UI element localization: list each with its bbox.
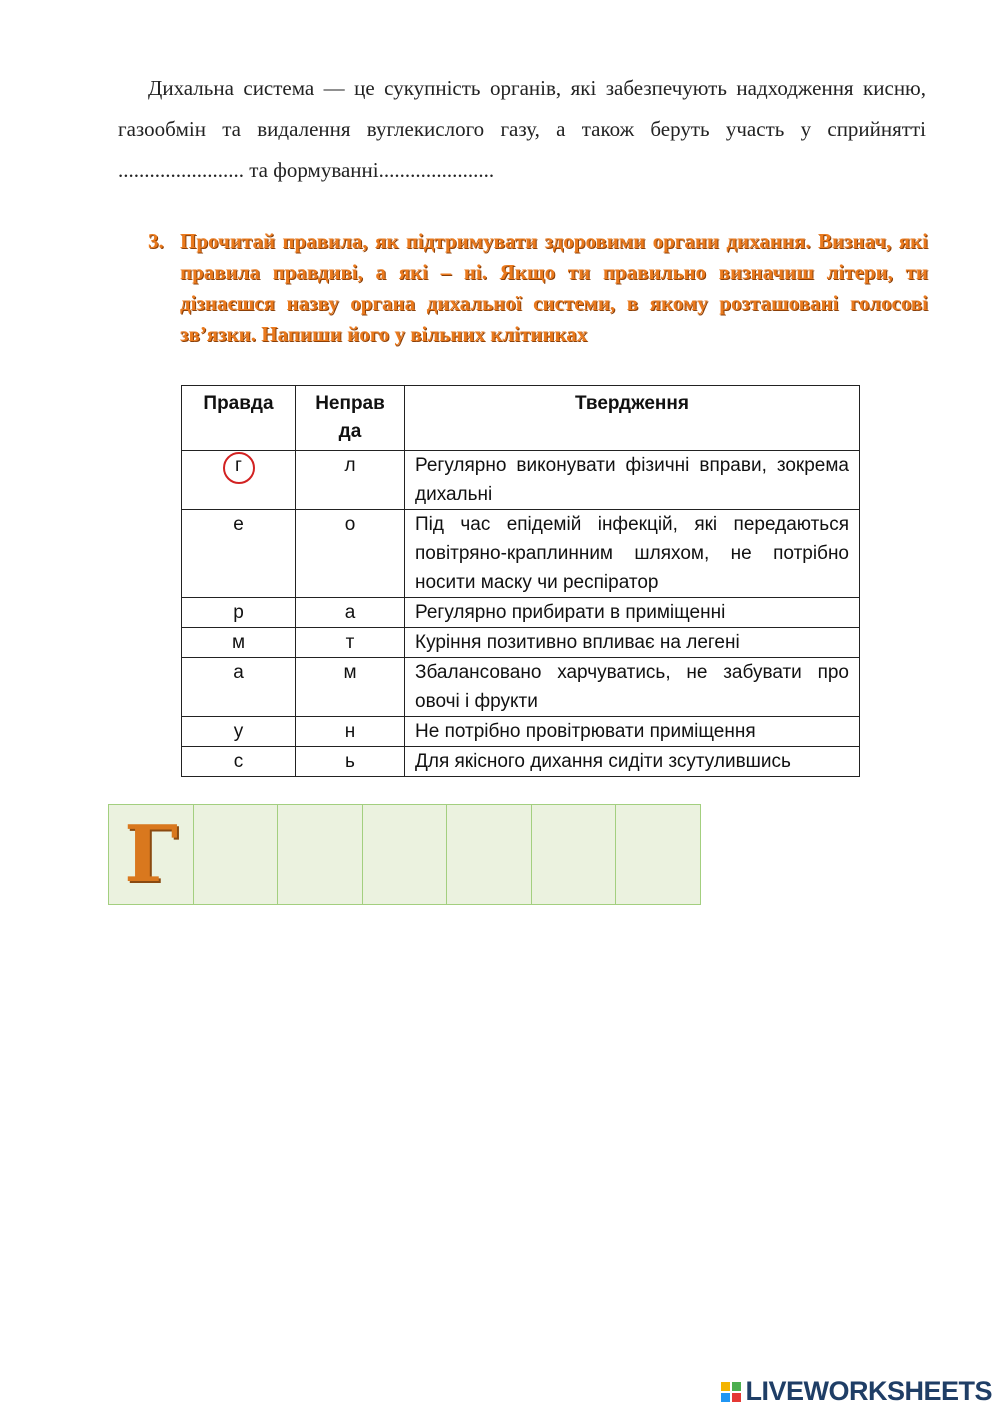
statement-cell: Не потрібно провітрювати приміщення: [405, 717, 860, 747]
header-statement: Твердження: [405, 386, 860, 451]
answer-cell-5[interactable]: [446, 804, 532, 905]
logo-mark-icon: [721, 1382, 741, 1402]
logo-square: [732, 1393, 741, 1402]
header-true: Правда: [182, 386, 296, 451]
header-false: [296, 386, 405, 451]
answer-cell-2[interactable]: [193, 804, 279, 905]
false-letter-cell[interactable]: т: [296, 628, 405, 658]
table-header-row: [182, 386, 860, 451]
true-letter-cell[interactable]: [182, 451, 296, 510]
intro-paragraph: Дихальна система — це сукупність органів, які забезпечують надходження кисню, газообмін та видалення вуглекислого газу, а також беруть участь у сприйнятті ........................ та формуванні......................: [118, 76, 926, 182]
true-letter-cell[interactable]: е: [182, 510, 296, 598]
statement-cell: Регулярно прибирати в приміщенні: [405, 598, 860, 628]
task-text: Прочитай правила, як підтримувати здоровими органи дихання. Визнач, які правила правдиві, а які – ні. Якщо ти правильно визначиш літери, ти дізнаєшся назву органа дихальної системи, в якому розташовані голосові зв’язки. Напиши його у вільних клітинках: [180, 229, 928, 346]
true-letter-cell[interactable]: у: [182, 717, 296, 747]
true-letter: г: [235, 455, 242, 476]
table-row: [182, 451, 860, 510]
true-letter-cell[interactable]: м: [182, 628, 296, 658]
answer-cell-4[interactable]: [362, 804, 448, 905]
answer-cell-3[interactable]: [277, 804, 363, 905]
circled-letter[interactable]: [235, 451, 242, 480]
header-false-line2: да: [338, 421, 362, 442]
false-letter-cell[interactable]: н: [296, 717, 405, 747]
statement-cell: Для якісного дихання сидіти зсутулившись: [405, 747, 860, 777]
rules-table: [181, 385, 860, 777]
logo-square: [721, 1382, 730, 1391]
true-letter-cell[interactable]: а: [182, 658, 296, 717]
task-3-instructions: [148, 226, 928, 350]
liveworksheets-logo: [721, 1376, 992, 1407]
false-letter-cell[interactable]: ь: [296, 747, 405, 777]
table-row: [182, 510, 860, 598]
false-letter-cell[interactable]: м: [296, 658, 405, 717]
task-number: 3.: [148, 229, 164, 253]
false-letter-cell[interactable]: о: [296, 510, 405, 598]
statement-cell: Регулярно виконувати фізичні вправи, зокрема дихальні: [405, 451, 860, 510]
answer-cell-1: [108, 804, 194, 905]
true-letter-cell[interactable]: р: [182, 598, 296, 628]
answer-cell-6[interactable]: [531, 804, 617, 905]
selection-circle-icon: [223, 452, 255, 484]
statement-cell: Куріння позитивно впливає на легені: [405, 628, 860, 658]
table-row: [182, 747, 860, 777]
statement-cell: Збалансовано харчуватись, не забувати про овочі і фрукти: [405, 658, 860, 717]
false-letter-cell[interactable]: л: [296, 451, 405, 510]
logo-text: LIVEWORKSHEETS: [745, 1376, 992, 1406]
header-false-line1: Неправ: [315, 393, 385, 414]
answer-letter: Г: [124, 808, 178, 900]
answer-cell-7[interactable]: [615, 804, 701, 905]
false-letter-cell[interactable]: а: [296, 598, 405, 628]
table-row: [182, 658, 860, 717]
true-letter-cell[interactable]: с: [182, 747, 296, 777]
statement-cell: Під час епідемій інфекцій, які передаються повітряно-краплинним шляхом, не потрібно носити маску чи респіратор: [405, 510, 860, 598]
logo-square: [721, 1393, 730, 1402]
table-row: [182, 628, 860, 658]
table-row: [182, 717, 860, 747]
logo-square: [732, 1382, 741, 1391]
table-row: [182, 598, 860, 628]
answer-cells: [108, 804, 700, 905]
